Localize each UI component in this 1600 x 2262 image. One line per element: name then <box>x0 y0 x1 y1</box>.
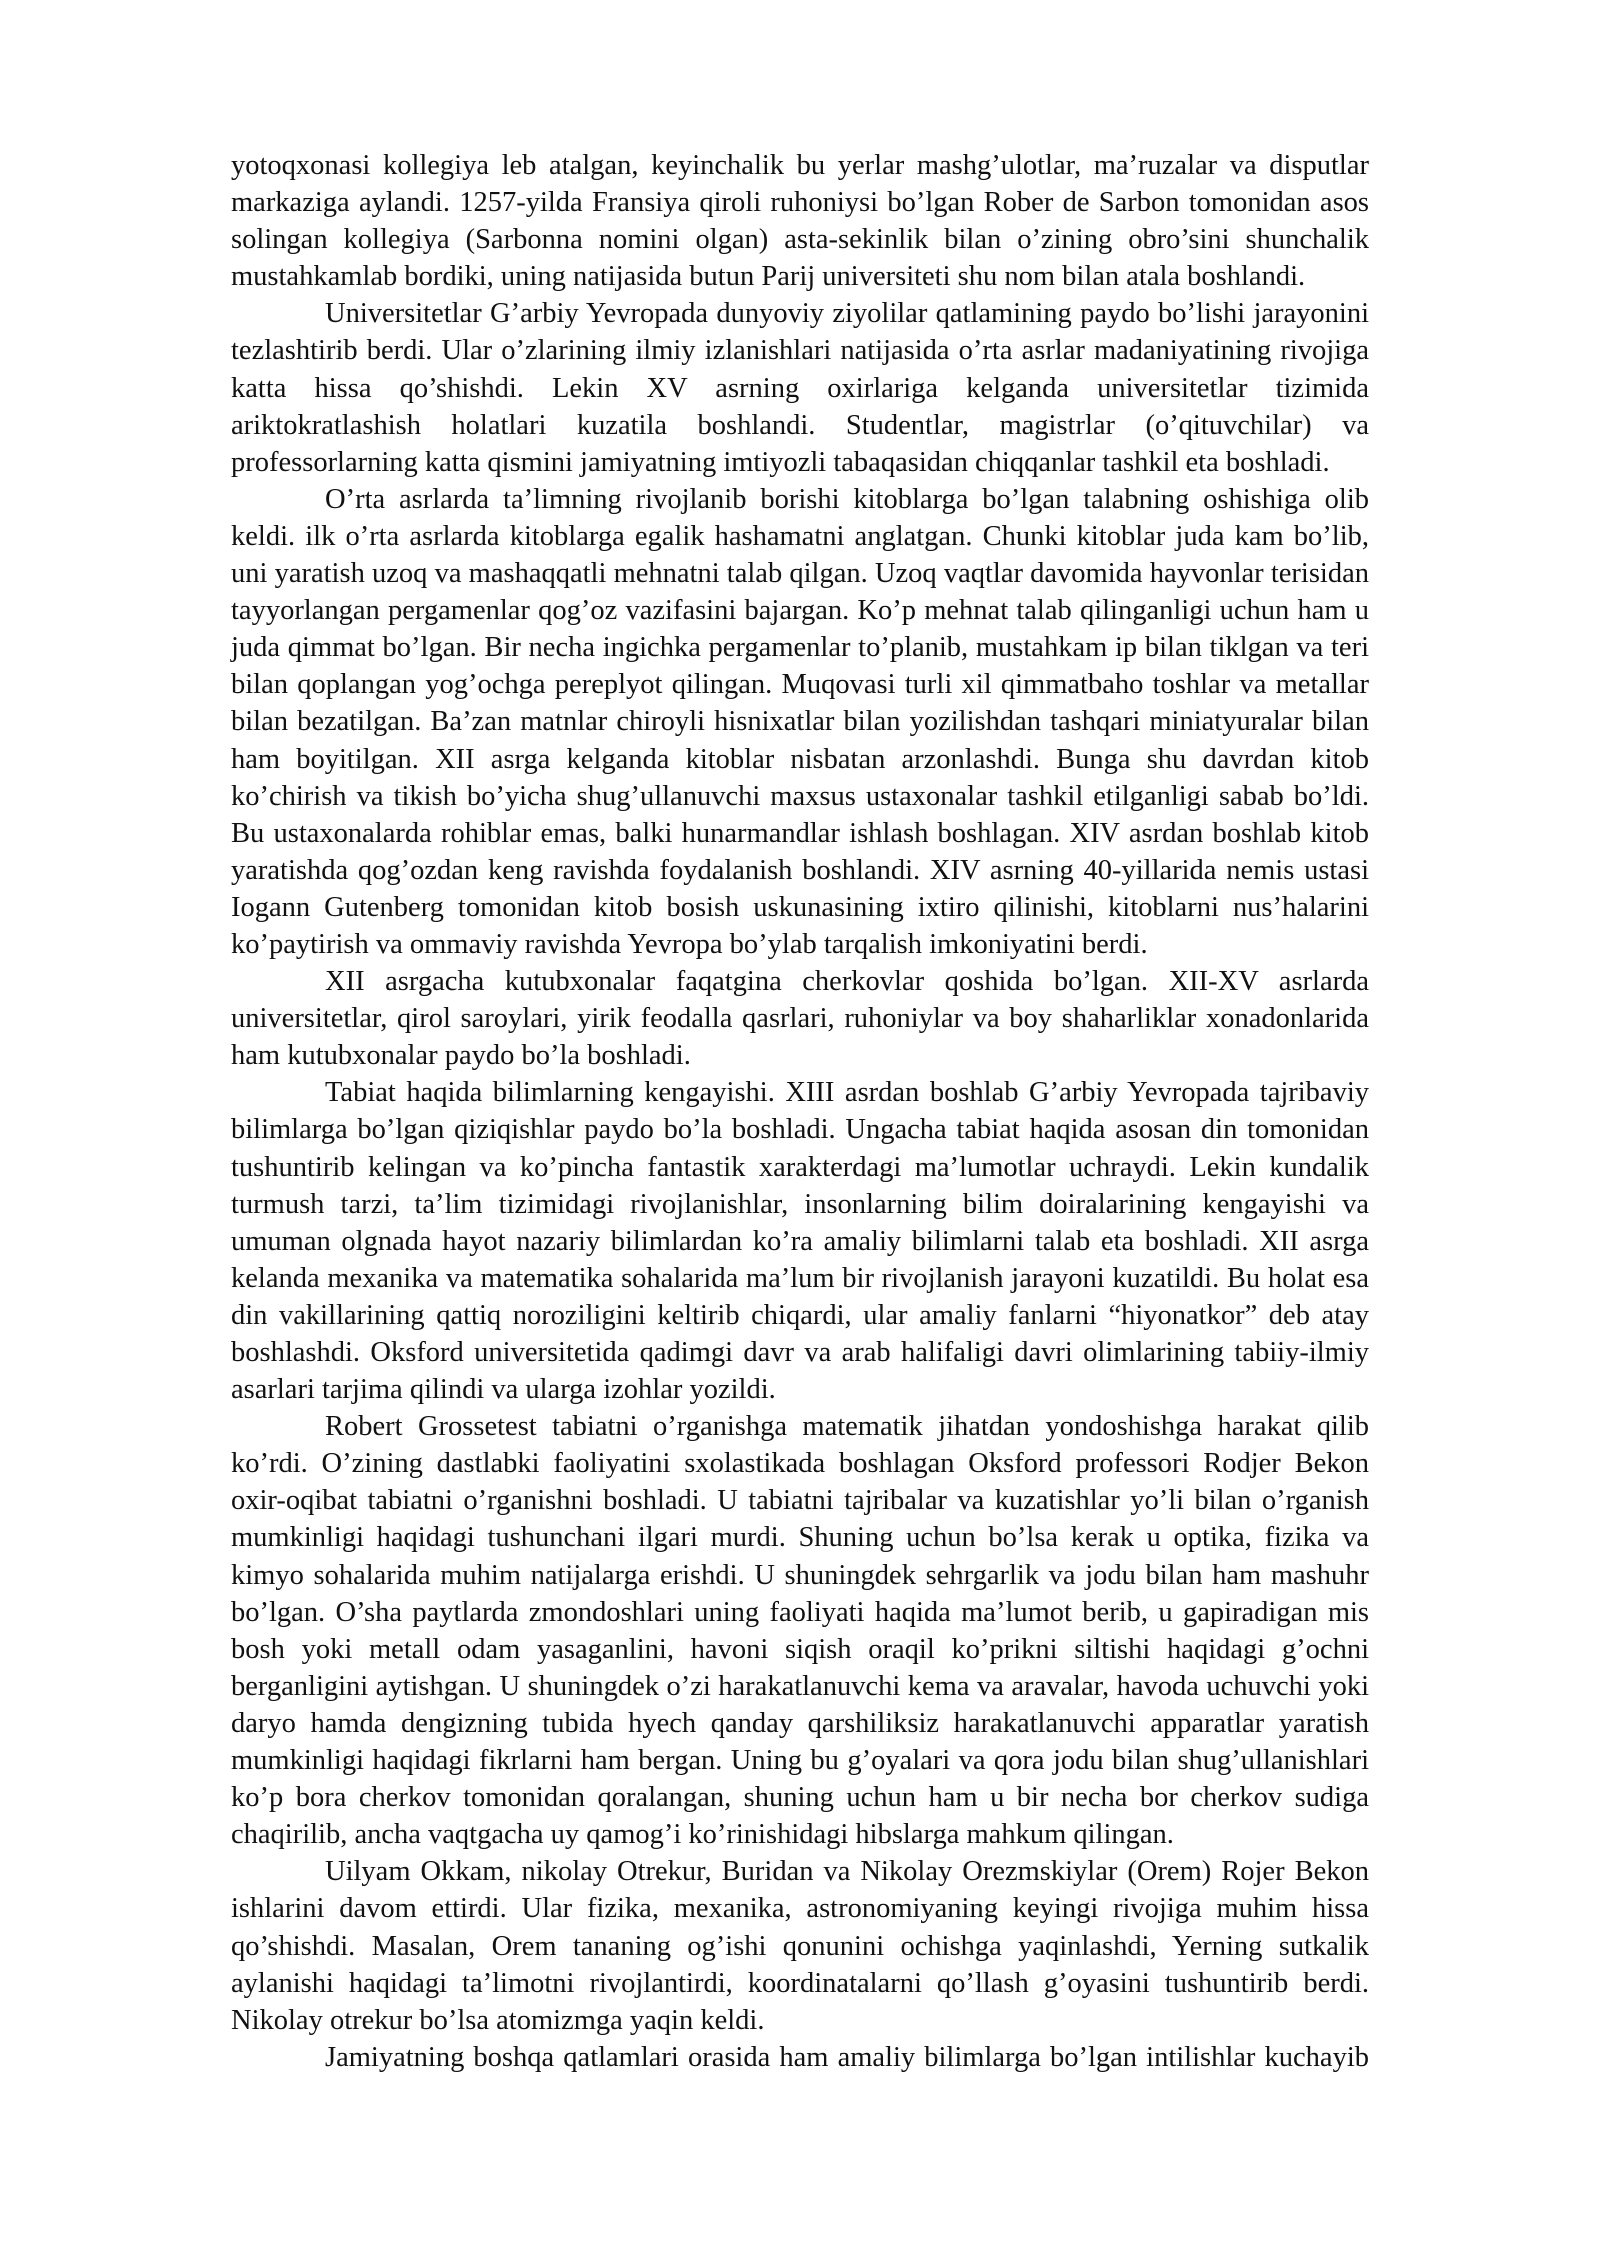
paragraph-kutubxonalar: XII asrgacha kutubxonalar faqatgina cherkovlar qoshida bo’lgan. XII-XV asrlarda universitetlar, qirol saroylari, yirik feodalla qasrlari, ruhoniylar va boy shaharliklar xonadonlarida ham kutubxonalar paydo bo’la boshladi. <box>231 966 1369 1072</box>
paragraph-jamiyat: Jamiyatning boshqa qatlamlari orasida ham amaliy bilimlarga bo’lgan intilishlar kuchayib <box>325 2041 1369 2073</box>
paragraph-tabiat-bilimlari: Tabiat haqida bilimlarning kengayishi. XIII asrdan boshlab G’arbiy Yevropada tajribaviy bilimlarga bo’lgan qiziqishlar paydo bo’la boshladi. Ungacha tabiat haqida asosan din tomonidan tushuntirib kelingan va ko’pincha fantastik xarakterdagi ma’lumotlar uchraydi. Lekin kundalik turmush tarzi, ta’lim tizimidagi rivojlanishlar, insonlarning bilim doiralarining kengayishi va umuman olgnada hayot nazariy bilimlardan ko’ra amaliy bilimlarni talab eta boshladi. XII asrga kelanda mexanika va matematika sohalarida ma’lum bir rivojlanish jarayoni kuzatildi. Bu holat esa din vakillarining qattiq noroziligini keltirib chiqardi, ular amaliy fanlarni “hiyonatkor” deb atay boshlashdi. Oksford universitetida qadimgi davr va arab halifaligi davri olimlarining tabiiy-ilmiy asarlari tarjima qilindi va ularga izohlar yozildi. <box>231 1077 1369 1406</box>
paragraph-kollegiya: yotoqxonasi kollegiya leb atalgan, keyinchalik bu yerlar mashg’ulotlar, ma’ruzalar va disputlar markaziga aylandi. 1257-yilda Fransiya qiroli ruhoniysi bo’lgan Rober de Sarbon tomonidan asos solingan kollegiya (Sarbonna nomini olgan) asta-sekinlik bilan o’zining obro’sini shunchalik mustahkamlab bordiki, uning natijasida butun Parij universiteti shu nom bilan atala boshlandi. <box>231 150 1369 293</box>
paragraph-universitetlar: Universitetlar G’arbiy Yevropada dunyoviy ziyolilar qatlamining paydo bo’lishi jarayonini tezlashtirib berdi. Ular o’zlarining ilmiy izlanishlari natijasida o’rta asrlar madaniyatining rivojiga katta hissa qo’shishdi. Lekin XV asrning oxirlariga kelganda universitetlar tizimida ariktokratlashish holatlari kuzatila boshlandi. Studentlar, magistrlar (o’qituvchilar) va professorlarning katta qismini jamiyatning imtiyozli tabaqasidan chiqqanlar tashkil eta boshladi. <box>231 298 1369 478</box>
paragraph-okkam-orem: Uilyam Okkam, nikolay Otrekur, Buridan va Nikolay Orezmskiylar (Orem) Rojer Bekon ishlarini davom ettirdi. Ular fizika, mexanika, astronomiyaning keyingi rivojiga muhim hissa qo’shishdi. Masalan, Orem tananing og’ishi qonunini ochishga yaqinlashdi, Yerning sutkalik aylanishi haqidagi ta’limotni rivojlantirdi, koordinatalarni qo’llash g’oyasini tushuntirib berdi. Nikolay otrekur bo’lsa atomizmga yaqin keldi. <box>231 1856 1369 2036</box>
paragraph-grossetest-bekon: Robert Grossetest tabiatni o’rganishga matematik jihatdan yondoshishga harakat qilib ko’rdi. O’zining dastlabki faoliyatini sxolastikada boshlagan Oksford professori Rodjer Bekon oxir-oqibat tabiatni o’rganishni boshladi. U tabiatni tajribalar va kuzatishlar yo’li bilan o’rganish mumkinligi haqidagi tushunchani ilgari murdi. Shuning uchun bo’lsa kerak u optika, fizika va kimyo sohalarida muhim natijalarga erishdi. U shuningdek sehrgarlik va jodu bilan ham mashuhr bo’lgan. O’sha paytlarda zmondoshlari uning faoliyati haqida ma’lumot berib, u gapiradigan mis bosh yoki metall odam yasaganlini, havoni siqish oraqil ko’prikni siltishi haqidagi g’ochni berganligini aytishgan. U shuningdek o’zi harakatlanuvchi kema va aravalar, havoda uchuvchi yoki daryo hamda dengizning tubida hyech qanday qarshiliksiz harakatlanuvchi apparatlar yaratish mumkinligi haqidagi fikrlarni ham bergan. Uning bu g’oyalari va qora jodu bilan shug’ullanishlari ko’p bora cherkov tomonidan qoralangan, shuning uchun ham u bir necha bor cherkov sudiga chaqirilib, ancha vaqtgacha uy qamog’i ko’rinishidagi hibslarga mahkum qilingan. <box>231 1411 1369 1851</box>
document-page <box>231 147 1369 2076</box>
paragraph-kitoblar: O’rta asrlarda ta’limning rivojlanib borishi kitoblarga bo’lgan talabning oshishiga olib keldi. ilk o’rta asrlarda kitoblarga egalik hashamatni anglatgan. Chunki kitoblar juda kam bo’lib, uni yaratish uzoq va mashaqqatli mehnatni talab qilgan. Uzoq vaqtlar davomida hayvonlar terisidan tayyorlangan pergamenlar qog’oz vazifasini bajargan. Ko’p mehnat talab qilinganligi uchun ham u juda qimmat bo’lgan. Bir necha ingichka pergamenlar to’planib, mustahkam ip bilan tiklgan va teri bilan qoplangan yog’ochga pereplyot qilingan. Muqovasi turli xil qimmatbaho toshlar va metallar bilan bezatilgan. Ba’zan matnlar chiroyli hisnixatlar bilan yozilishdan tashqari miniatyuralar bilan ham boyitilgan. XII asrga kelganda kitoblar nisbatan arzonlashdi. Bunga shu davrdan kitob ko’chirish va tikish bo’yicha shug’ullanuvchi maxsus ustaxonalar tashkil etilganligi sabab bo’ldi. Bu ustaxonalarda rohiblar emas, balki hunarmandlar ishlash boshlagan. XIV asrdan boshlab kitob yaratishda qog’ozdan keng ravishda foydalanish boshlandi. XIV asrning 40-yillarida nemis ustasi Iogann Gutenberg tomonidan kitob bosish uskunasining ixtiro qilinishi, kitoblarni nus’halarini ko’paytirish va ommaviy ravishda Yevropa bo’ylab tarqalish imkoniyatini berdi. <box>231 483 1369 960</box>
